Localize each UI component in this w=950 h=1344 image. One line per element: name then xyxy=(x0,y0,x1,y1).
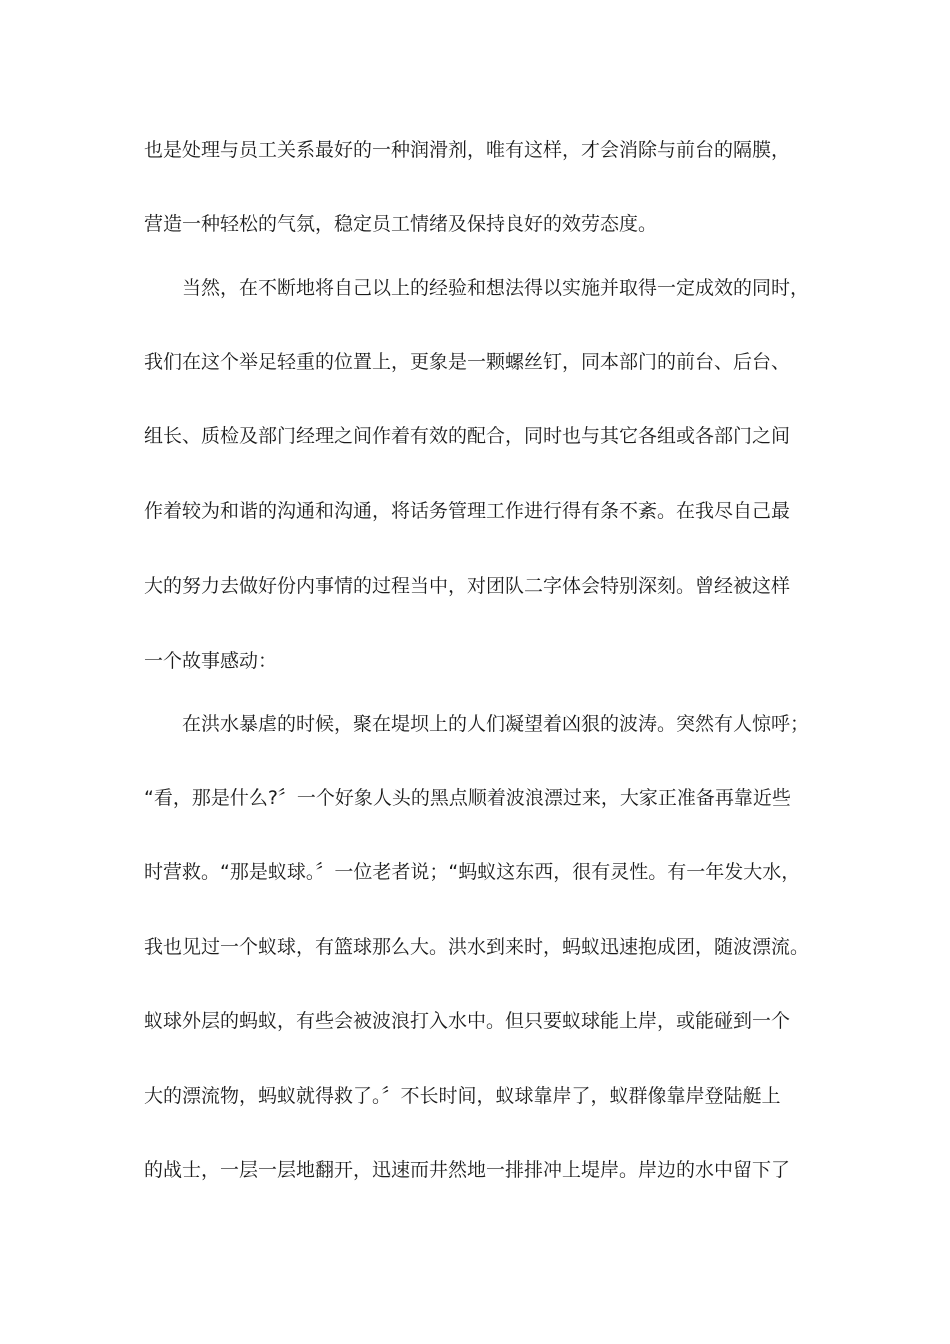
text-line-9: 在洪水暴虐的时候，聚在堤坝上的人们凝望着凶狠的波涛。突然有人惊呼； xyxy=(182,713,810,735)
text-line-7: 大的努力去做好份内事情的过程当中，对团队二字体会特别深刻。曾经被这样 xyxy=(144,575,791,597)
text-line-3: 当然，在不断地将自己以上的经验和想法得以实施并取得一定成效的同时， xyxy=(182,277,810,299)
text-line-13: 蚁球外层的蚂蚁，有些会被波浪打入水中。但只要蚁球能上岸，或能碰到一个 xyxy=(144,1010,791,1032)
text-line-15: 的战士，一层一层地翻开，迅速而井然地一排排冲上堤岸。岸边的水中留下了 xyxy=(144,1159,791,1181)
text-line-8: 一个故事感动： xyxy=(144,650,278,672)
text-line-10: “看，那是什么?〞一个好象人头的黑点顺着波浪漂过来，大家正准备再靠近些 xyxy=(144,787,791,809)
text-line-5: 组长、质检及部门经理之间作着有效的配合，同时也与其它各组或各部门之间 xyxy=(144,425,791,447)
text-line-14: 大的漂流物，蚂蚁就得救了。〞不长时间，蚁球靠岸了，蚁群像靠岸登陆艇上 xyxy=(144,1085,781,1107)
text-line-1: 也是处理与员工关系最好的一种润滑剂，唯有这样，才会消除与前台的隔膜， xyxy=(144,139,791,161)
text-line-12: 我也见过一个蚁球，有篮球那么大。洪水到来时，蚂蚁迅速抱成团，随波漂流。 xyxy=(144,936,810,958)
text-line-4: 我们在这个举足轻重的位置上，更象是一颗螺丝钉，同本部门的前台、后台、 xyxy=(144,351,791,373)
text-line-11: 时营救。“那是蚁球。〞一位老者说；“蚂蚁这东西，很有灵性。有一年发大水， xyxy=(144,861,801,883)
text-line-2: 营造一种轻松的气氛，稳定员工情绪及保持良好的效劳态度。 xyxy=(144,213,658,235)
text-line-6: 作着较为和谐的沟通和沟通，将话务管理工作进行得有条不紊。在我尽自己最 xyxy=(144,500,791,522)
